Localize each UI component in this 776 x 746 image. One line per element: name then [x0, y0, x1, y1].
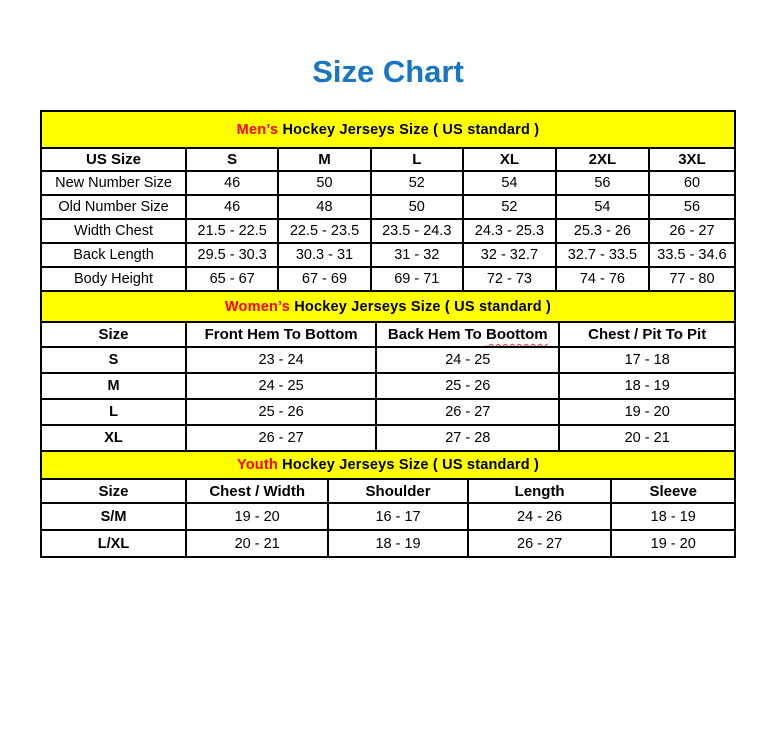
- size-value: 23 - 24: [186, 347, 376, 373]
- column-header: 2XL: [556, 148, 649, 171]
- row-label: XL: [41, 425, 186, 451]
- column-header: S: [186, 148, 278, 171]
- size-value: 24.3 - 25.3: [463, 219, 556, 243]
- size-value: 32 - 32.7: [463, 243, 556, 267]
- youth-size-table: [40, 450, 736, 558]
- page-title: Size Chart: [312, 54, 464, 89]
- size-value: 20 - 21: [186, 530, 328, 557]
- table-row: [41, 373, 735, 399]
- size-value: 19 - 20: [559, 399, 735, 425]
- size-value: 24 - 25: [376, 347, 559, 373]
- mens-header-row: [41, 148, 735, 171]
- row-label: M: [41, 373, 186, 399]
- size-value: 17 - 18: [559, 347, 735, 373]
- column-header: Chest / Pit To Pit: [559, 322, 735, 347]
- womens-size-table: [40, 290, 736, 452]
- youth-banner-highlight: Youth: [236, 457, 278, 473]
- misspelled-word: Boottom: [485, 326, 548, 343]
- size-value: 25 - 26: [376, 373, 559, 399]
- table-row: [41, 399, 735, 425]
- size-value: 25 - 26: [186, 399, 376, 425]
- table-row: [41, 425, 735, 451]
- size-value: 26 - 27: [468, 530, 612, 557]
- size-value: 18 - 19: [328, 530, 467, 557]
- size-value: 69 - 71: [371, 267, 463, 291]
- size-value: 46: [186, 195, 278, 219]
- table-row: [41, 347, 735, 373]
- size-value: 72 - 73: [463, 267, 556, 291]
- size-value: 22.5 - 23.5: [278, 219, 370, 243]
- size-value: 67 - 69: [278, 267, 370, 291]
- size-value: 25.3 - 26: [556, 219, 649, 243]
- youth-header-row: [41, 479, 735, 503]
- size-value: 19 - 20: [611, 530, 735, 557]
- size-value: 30.3 - 31: [278, 243, 370, 267]
- size-value: 74 - 76: [556, 267, 649, 291]
- column-header: L: [371, 148, 463, 171]
- size-value: 26 - 27: [186, 425, 376, 451]
- row-label: L/XL: [41, 530, 186, 557]
- table-row: [41, 503, 735, 530]
- column-header: Sleeve: [611, 479, 735, 503]
- column-header: 3XL: [649, 148, 735, 171]
- size-value: 46: [186, 171, 278, 195]
- size-value: 24 - 25: [186, 373, 376, 399]
- size-value: 33.5 - 34.6: [649, 243, 735, 267]
- table-row: [41, 219, 735, 243]
- size-value: 21.5 - 22.5: [186, 219, 278, 243]
- column-header: M: [278, 148, 370, 171]
- size-value: 54: [463, 171, 556, 195]
- table-row: [41, 243, 735, 267]
- row-label: Back Length: [41, 243, 186, 267]
- size-value: 29.5 - 30.3: [186, 243, 278, 267]
- column-header: Size: [41, 479, 186, 503]
- size-value: 77 - 80: [649, 267, 735, 291]
- column-header: XL: [463, 148, 556, 171]
- row-label: S/M: [41, 503, 186, 530]
- row-label: L: [41, 399, 186, 425]
- table-row: [41, 267, 735, 291]
- size-value: 18 - 19: [611, 503, 735, 530]
- table-row: [41, 530, 735, 557]
- size-value: 56: [649, 195, 735, 219]
- size-value: 24 - 26: [468, 503, 612, 530]
- size-value: 52: [463, 195, 556, 219]
- size-value: 16 - 17: [328, 503, 467, 530]
- size-value: 50: [278, 171, 370, 195]
- size-value: 48: [278, 195, 370, 219]
- size-value: 50: [371, 195, 463, 219]
- table-row: [41, 171, 735, 195]
- size-value: 26 - 27: [376, 399, 559, 425]
- column-header: US Size: [41, 148, 186, 171]
- size-value: 19 - 20: [186, 503, 328, 530]
- size-value: 26 - 27: [649, 219, 735, 243]
- column-header: Size: [41, 322, 186, 347]
- row-label: Width Chest: [41, 219, 186, 243]
- mens-size-table: [40, 110, 736, 292]
- size-value: 18 - 19: [559, 373, 735, 399]
- row-label: Old Number Size: [41, 195, 186, 219]
- column-header: Back Hem To Boottom: [376, 322, 559, 347]
- womens-banner: Women’s Hockey Jerseys Size ( US standard ): [41, 291, 735, 322]
- mens-banner-highlight: Men’s: [236, 121, 279, 138]
- size-value: 32.7 - 33.5: [556, 243, 649, 267]
- youth-banner: Youth Hockey Jerseys Size ( US standard ): [41, 451, 735, 479]
- size-value: 56: [556, 171, 649, 195]
- size-value: 27 - 28: [376, 425, 559, 451]
- size-value: 65 - 67: [186, 267, 278, 291]
- column-header: Chest / Width: [186, 479, 328, 503]
- size-value: 60: [649, 171, 735, 195]
- column-header: Shoulder: [328, 479, 467, 503]
- column-header: Front Hem To Bottom: [186, 322, 376, 347]
- size-value: 52: [371, 171, 463, 195]
- size-value: 20 - 21: [559, 425, 735, 451]
- row-label: Body Height: [41, 267, 186, 291]
- size-tables: [40, 110, 736, 558]
- womens-banner-highlight: Women’s: [224, 298, 290, 315]
- row-label: S: [41, 347, 186, 373]
- size-chart-document: [0, 54, 776, 558]
- womens-header-row: [41, 322, 735, 347]
- column-header: Length: [468, 479, 612, 503]
- size-value: 31 - 32: [371, 243, 463, 267]
- table-row: [41, 195, 735, 219]
- row-label: New Number Size: [41, 171, 186, 195]
- mens-banner: Men’s Hockey Jerseys Size ( US standard ): [41, 111, 735, 148]
- size-value: 23.5 - 24.3: [371, 219, 463, 243]
- size-value: 54: [556, 195, 649, 219]
